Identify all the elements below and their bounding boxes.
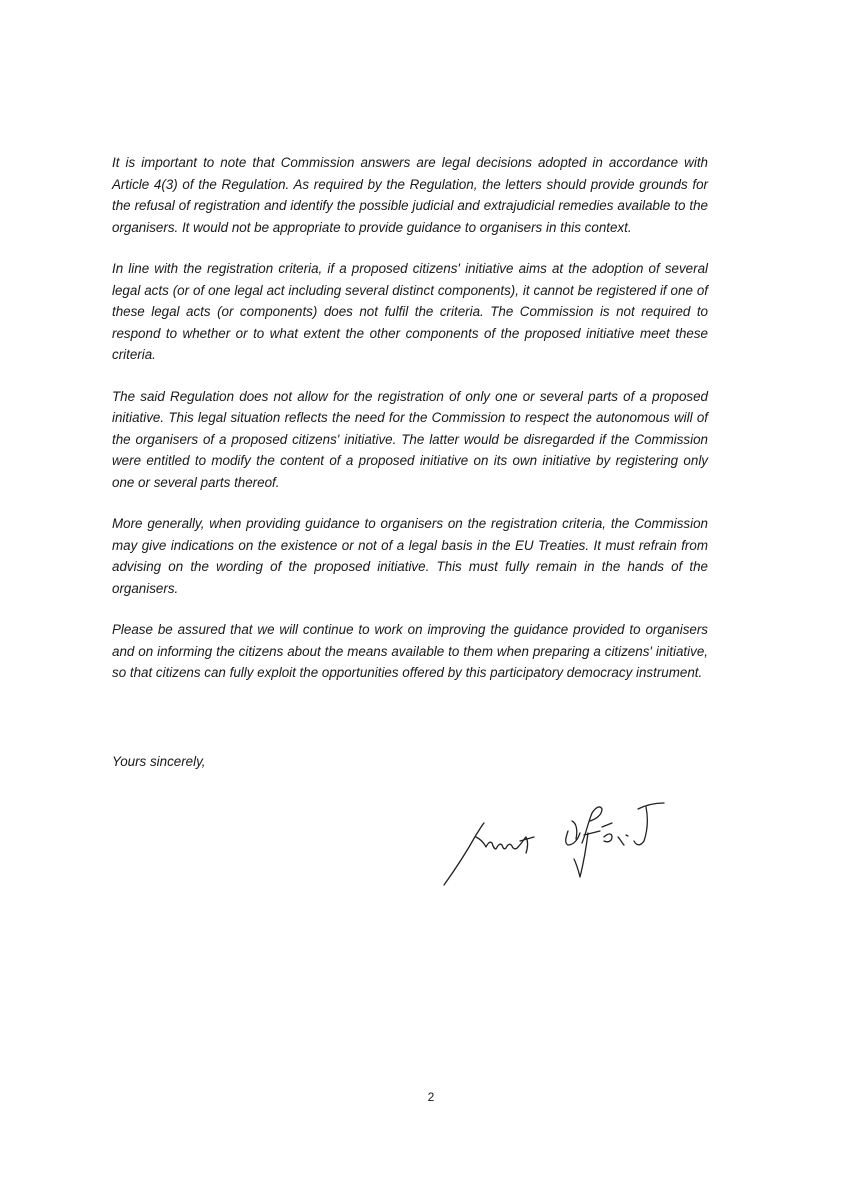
letter-body — [112, 152, 708, 704]
paragraph-partial-registration: The said Regulation does not allow for the registration of only one or several parts of a proposed initiative. This legal situation reflects the need for the Commission to respect the autonomous will of the organisers of a proposed citizens' initiative. The latter would be disregarded if the Commission were entitled to modify the content of a proposed initiative on its own initiative by registering only one or several parts thereof. — [112, 388, 708, 490]
paragraph-guidance: More generally, when providing guidance to organisers on the registration criteria, the Commission may give indications on the existence or not of a legal basis in the EU Treaties. It must refrain from advising on the wording of the proposed initiative. This must fully remain in the hands of the organisers. — [112, 516, 708, 596]
paragraph-registration-criteria: In line with the registration criteria, if a proposed citizens' initiative aims at the adoption of several legal acts (or of one legal act including several distinct components), it cannot be registered if one of these legal acts (or components) does not fulfil the criteria. The Commission is not required to respond to whether or to what extent the other components of the proposed initiative meet these criteria. — [112, 261, 708, 362]
handwritten-signature-icon — [440, 793, 690, 893]
page-number: 2 — [427, 1090, 435, 1104]
closing-salutation: Yours sincerely, — [112, 754, 206, 769]
paragraph-legal-decisions: It is important to note that Commission answers are legal decisions adopted in accordance with Article 4(3) of the Regulation. As required by the Regulation, the letters should provide grounds for the refusal of registration and identify the possible judicial and extrajudicial remedies available to the organisers. It would not be appropriate to provide guidance to organisers in this context. — [112, 155, 708, 235]
paragraph-assurance: Please be assured that we will continue to work on improving the guidance provided to organisers and on informing the citizens about the means available to them when preparing a citizens' initiative, so that citizens can fully exploit the opportunities offered by this participatory democracy instrument. — [112, 622, 708, 680]
